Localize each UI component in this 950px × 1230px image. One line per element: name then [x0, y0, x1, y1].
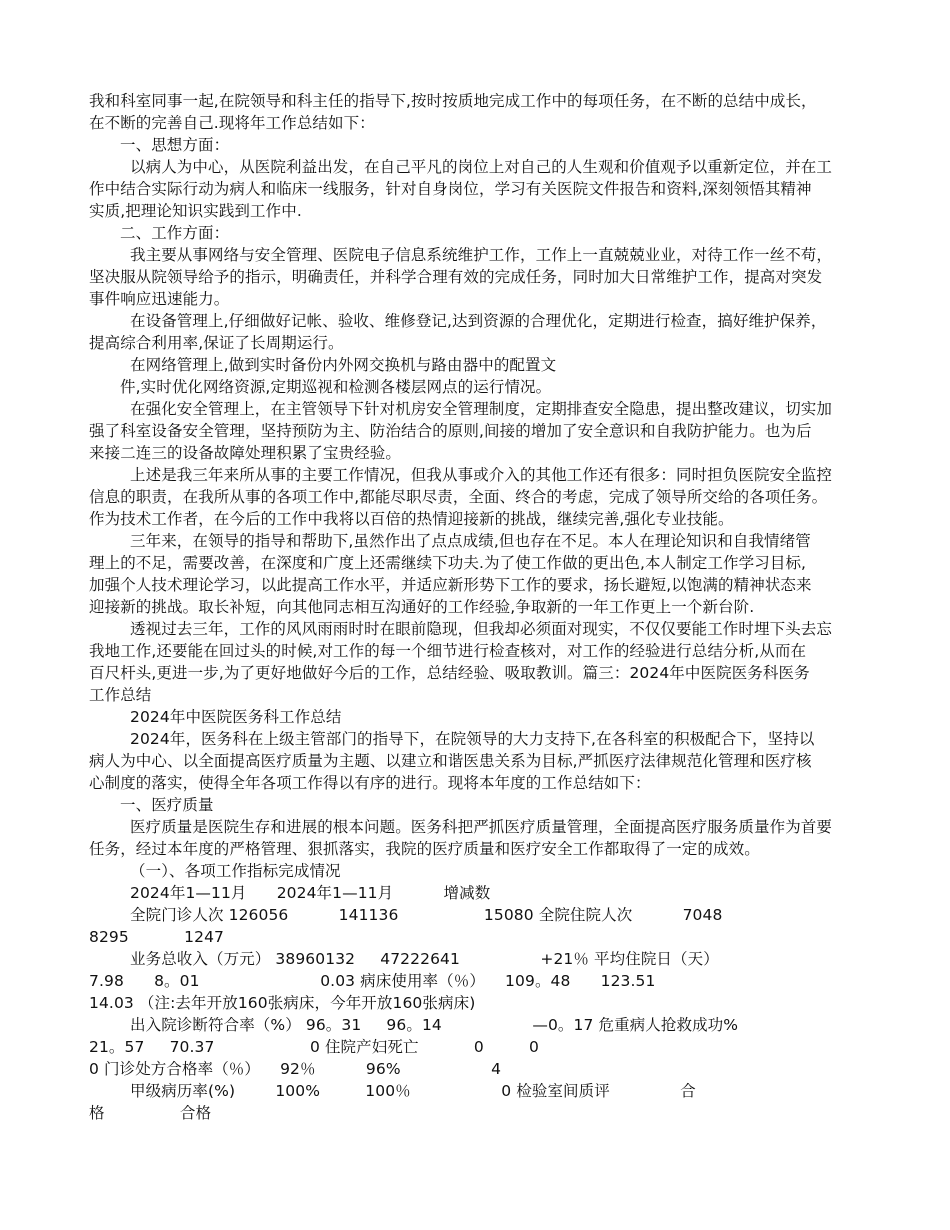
table-data-line: 14.03 （注:去年开放160张病床，今年开放160张病床) — [89, 994, 476, 1012]
text-line: 2024年，医务科在上级主管部门的指导下，在院领导的大力支持下,在各科室的积极配合下，坚持以 — [130, 730, 815, 748]
table-data-line: 0 门诊处方合格率（％） 92％ 96% 4 — [89, 1060, 502, 1078]
text-line: 三年来，在领导的指导和帮助下,虽然作出了点点成绩,但也存在不足。本人在理论知识和自我情绪管 — [130, 532, 811, 550]
text-line: 心制度的落实，使得全年各项工作得以有序的进行。现将本年度的工作总结如下： — [89, 774, 651, 792]
text-line: 在强化安全管理上，在主管领导下针对机房安全管理制度，定期排查安全隐患，提出整改建议，切实加 — [130, 400, 833, 418]
document-title: 2024年中医院医务科工作总结 — [130, 708, 342, 726]
text-line: 病人为中心、以全面提高医疗质量为主题、以建立和谐医患关系为目标,严抓医疗法律规范化管理和医疗核 — [89, 752, 812, 770]
text-line: 坚决服从院领导给予的指示，明确责任，并科学合理有效的完成任务，同时加大日常维护工作，提高对突发 — [89, 268, 823, 286]
text-line: 医疗质量是医院生存和进展的根本问题。医务科把严抓医疗质量管理，全面提高医疗服务质量作为首要 — [130, 818, 833, 836]
text-line: 事件响应迅速能力。 — [89, 290, 230, 308]
text-line: 理上的不足，需要改善，在深度和广度上还需继续下功夫.为了使工作做的更出色,本人制定工作学习目标, — [89, 554, 807, 572]
text-line: 上述是我三年来所从事的主要工作情况，但我从事或介入的其他工作还有很多：同时担负医院安全监控 — [130, 466, 833, 484]
table-data-line: 8295 1247 — [89, 928, 224, 946]
table-data-line: 全院门诊人次 126056 141136 15080 全院住院人次 7048 — [130, 906, 723, 924]
text-line: 在不断的完善自己.现将年工作总结如下： — [89, 114, 375, 132]
text-line: 在设备管理上,仔细做好记帐、验收、维修登记,达到资源的合理优化，定期进行检查，搞好维护保养， — [130, 312, 827, 330]
section-heading: 一、医疗质量 — [120, 796, 214, 814]
table-header-line: 2024年1—11月 2024年1—11月 增减数 — [130, 884, 491, 902]
table-data-line: 业务总收入（万元） 38960132 47222641 +21％ 平均住院日（天） — [130, 950, 719, 968]
text-line: 提高综合利用率,保证了长周期运行。 — [89, 334, 344, 352]
text-line: 透视过去三年，工作的风风雨雨时时在眼前隐现，但我却必须面对现实，不仅仅要能工作时埋下头去忘 — [130, 620, 833, 638]
text-line: 我地工作,还要能在回过头的时候,对工作的每一个细节进行检查核对，对工作的经验进行总结分析,从而在 — [89, 642, 807, 660]
text-line: 信息的职责，在我所从事的各项工作中,都能尽职尽责，全面、终合的考虑，完成了领导所交给的各项任务。 — [89, 488, 828, 506]
table-data-line: 21。57 70.37 0 住院产妇死亡 0 0 — [89, 1038, 540, 1056]
text-line: 我和科室同事一起,在院领导和科主任的指导下,按时按质地完成工作中的每项任务，在不断的总结中成长， — [89, 92, 817, 110]
text-line: 作为技术工作者，在今后的工作中我将以百倍的热情迎接新的挑战，继续完善,强化专业技能。 — [89, 510, 734, 528]
text-line: 实质,把理论知识实践到工作中. — [89, 202, 302, 220]
section-heading: 一、思想方面： — [120, 136, 230, 154]
section-heading: （一）、各项工作指标完成情况 — [130, 862, 341, 880]
text-line: 来接二连三的设备故障处理积累了宝贵经验。 — [89, 444, 402, 462]
text-line: 作中结合实际行动为病人和临床一线服务，针对自身岗位，学习有关医院文件报告和资料,深刻领悟其精神 — [89, 180, 812, 198]
text-line: 我主要从事网络与安全管理、医院电子信息系统维护工作，工作上一直兢兢业业，对待工作一丝不苟， — [130, 246, 833, 264]
text-line: 加强个人技术理论学习，以此提高工作水平，并适应新形势下工作的要求，扬长避短,以饱满的精神状态来 — [89, 576, 812, 594]
table-data-line: 出入院诊断符合率（%） 96。31 96。14 —0。17 危重病人抢救成功% — [130, 1016, 739, 1034]
text-line: 工作总结 — [89, 686, 152, 704]
text-line: 任务，经过本年度的严格管理、狠抓落实，我院的医疗质量和医疗安全工作都取得了一定的成效。 — [89, 840, 760, 858]
table-data-line: 7.98 8。01 0.03 病床使用率（％） 109。48 123.51 — [89, 972, 656, 990]
table-data-line: 格 合格 — [89, 1104, 212, 1122]
text-line: 在网络管理上,做到实时备份内外网交换机与路由器中的配置文 — [130, 356, 557, 374]
table-data-line: 甲级病历率(%) 100% 100％ 0 检验室间质评 合 — [130, 1082, 696, 1100]
text-line: 强了科室设备安全管理，坚持预防为主、防治结合的原则,间接的增加了安全意识和自我防护能力。也为后 — [89, 422, 812, 440]
text-line: 百尺杆头,更进一步,为了更好地做好今后的工作，总结经验、吸取教训。篇三：2024年中医院医务科医务 — [89, 664, 810, 682]
section-heading: 二、工作方面： — [120, 224, 230, 242]
text-line: 迎接新的挑战。取长补短，向其他同志相互沟通好的工作经验,争取新的一年工作更上一个新台阶. — [89, 598, 755, 616]
text-line: 以病人为中心，从医院利益出发，在自己平凡的岗位上对自己的人生观和价值观予以重新定位，并在工 — [130, 158, 833, 176]
text-line: 件,实时优化网络资源,定期巡视和检测各楼层网点的运行情况。 — [120, 378, 552, 396]
